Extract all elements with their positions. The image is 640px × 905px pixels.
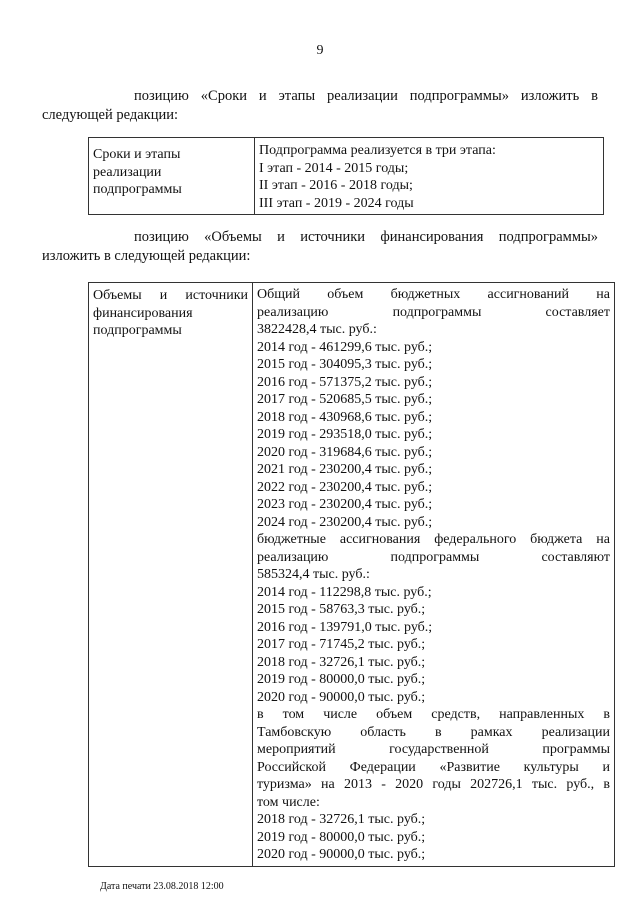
content-line: 2020 год - 319684,6 тыс. руб.; [257,444,433,460]
content-line: 2024 год - 230200,4 тыс. руб.; [257,514,433,530]
content-line: 2020 год - 90000,0 тыс. руб.; [257,847,426,862]
content-line: 2019 год - 80000,0 тыс. руб.; [257,672,426,687]
content-line: 2019 год - 293518,0 тыс. руб.; [257,427,433,442]
content-line: Подпрограмма реализуется в три этапа: [259,143,496,158]
content-line: 2014 год - 112298,8 тыс. руб.; [257,584,432,600]
table-financing [88,282,615,867]
content-line: 2015 год - 58763,3 тыс. руб.; [257,602,426,617]
content-line: 585324,4 тыс. руб.: [257,567,370,582]
label-line: подпрограммы [93,323,182,338]
paragraph-line: позицию «Объемы и источники финансирования подпрограммы» [134,229,598,245]
paragraph-deadlines [42,87,598,125]
table-label-cell [89,138,255,215]
content-line: 2020 год - 90000,0 тыс. руб.; [257,689,426,705]
paragraph-line: изложить в следующей редакции: [42,248,251,264]
content-lines [257,286,610,864]
content-line: 2021 год - 230200,4 тыс. руб.; [257,462,433,477]
content-line: III этап - 2019 - 2024 годы [259,195,414,211]
table-row [89,283,615,867]
content-line: 2018 год - 32726,1 тыс. руб.; [257,812,426,827]
content-line: 2018 год - 430968,6 тыс. руб.; [257,409,433,425]
content-line: реализацию подпрограммы составляют [257,549,610,565]
content-line: 2016 год - 571375,2 тыс. руб.; [257,374,433,390]
table-row [89,138,604,215]
table-content-cell [255,138,604,215]
label-line: реализации [93,164,162,180]
print-date-footer: Дата печати 23.08.2018 12:00 [100,881,224,892]
content-line: Российской Федерации «Развитие культуры и [257,759,610,775]
content-line: Тамбовскую область в рамках реализации [257,724,610,740]
paragraph-line: позицию «Сроки и этапы реализации подпрограммы» изложить в [134,88,598,104]
content-line: бюджетные ассигнования федерального бюджета на [257,532,610,547]
content-line: мероприятий государственной программы [257,742,610,757]
content-line: 2015 год - 304095,3 тыс. руб.; [257,357,433,372]
content-line: 2018 год - 32726,1 тыс. руб.; [257,654,426,670]
table-content-cell [253,283,615,867]
content-line: реализацию подпрограммы составляет [257,304,610,320]
label-line: Сроки и этапы [93,147,181,162]
label-line: финансирования [93,305,193,321]
content-line: туризма» на 2013 - 2020 годы 202726,1 тыс. руб., в [257,777,610,792]
content-line: в том числе объем средств, направленных в [257,707,610,722]
content-line: Общий объем бюджетных ассигнований на [257,287,610,302]
paragraph-financing [42,228,598,266]
paragraph-line: следующей редакции: [42,107,179,123]
content-line: 2017 год - 71745,2 тыс. руб.; [257,637,426,652]
label-line: Объемы и источники [93,288,248,303]
content-line: 2016 год - 139791,0 тыс. руб.; [257,619,433,635]
content-line: 2017 год - 520685,5 тыс. руб.; [257,392,433,407]
content-line: 2023 год - 230200,4 тыс. руб.; [257,497,433,512]
page-number: 9 [316,43,324,58]
content-line: I этап - 2014 - 2015 годы; [259,160,409,176]
content-line: 3822428,4 тыс. руб.: [257,322,377,337]
content-line: II этап - 2016 - 2018 годы; [259,178,413,193]
content-line: том числе: [257,794,320,810]
content-line: 2014 год - 461299,6 тыс. руб.; [257,339,433,355]
content-line: 2019 год - 80000,0 тыс. руб.; [257,829,426,845]
label-line: подпрограммы [93,182,182,197]
table-label-cell [89,283,253,867]
table-deadlines [88,137,604,215]
content-line: 2022 год - 230200,4 тыс. руб.; [257,479,433,495]
